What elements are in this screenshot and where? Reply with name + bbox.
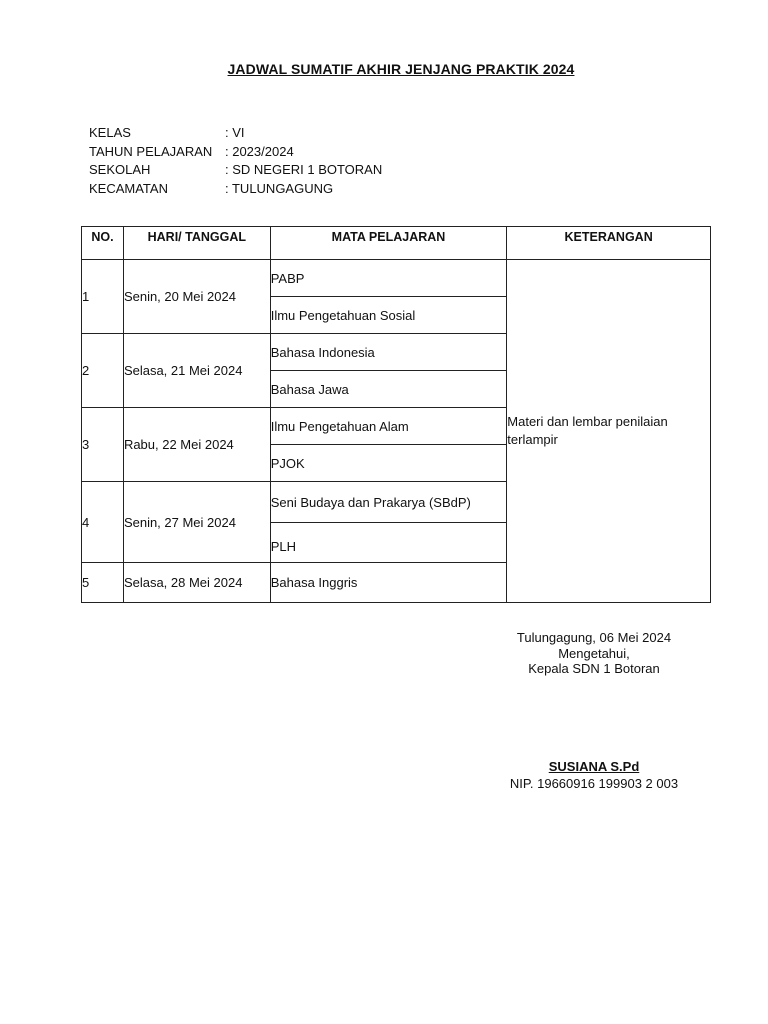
signer-name: SUSIANA S.Pd [548,759,640,774]
row-number: 4 [82,482,124,563]
info-label: KELAS [89,125,131,140]
info-label: KECAMATAN [89,180,168,196]
row-subject: PABP [270,260,507,297]
table-header-row [82,227,711,260]
row-number: 5 [82,563,124,603]
row-subject: PLH [270,523,507,563]
header-subject: MATA PELAJARAN [270,227,507,260]
signature-block [476,630,712,677]
info-value: : 2023/2024 [225,143,294,159]
schedule-table [81,226,711,603]
note-line: terlampir [507,432,558,447]
row-subject: Bahasa Inggris [270,563,507,603]
info-value: : VI [225,125,245,140]
note-line: Materi dan lembar penilaian [507,413,668,429]
row-subject: Bahasa Jawa [270,371,507,408]
header-no: NO. [82,227,124,260]
row-date: Rabu, 22 Mei 2024 [123,408,270,482]
header-note: KETERANGAN [507,227,711,260]
info-row-kelas [89,124,382,143]
acknowledged-label: Mengetahui, [558,645,630,661]
info-value: : SD NEGERI 1 BOTORAN [225,162,383,177]
info-row-kecamatan [89,180,382,199]
info-block [89,124,382,198]
row-number: 2 [82,334,124,408]
row-date: Selasa, 21 Mei 2024 [123,334,270,408]
signer-position: Kepala SDN 1 Botoran [528,661,660,676]
row-subject: Bahasa Indonesia [270,334,507,371]
row-number: 1 [82,260,124,334]
info-value: : TULUNGAGUNG [225,180,334,196]
row-subject: Seni Budaya dan Prakarya (SBdP) [270,482,507,523]
row-date: Senin, 27 Mei 2024 [123,482,270,563]
row-date: Selasa, 28 Mei 2024 [123,563,270,603]
info-label: TAHUN PELAJARAN [89,143,213,159]
place-date: Tulungagung, 06 Mei 2024 [516,630,672,645]
table-row [82,260,711,297]
row-subject: PJOK [270,445,507,482]
row-subject: Ilmu Pengetahuan Sosial [270,297,507,334]
info-label: SEKOLAH [89,162,151,177]
row-subject: Ilmu Pengetahuan Alam [270,408,507,445]
signer-block [476,759,712,792]
row-number: 3 [82,408,124,482]
row-date: Senin, 20 Mei 2024 [123,260,270,334]
document-title: JADWAL SUMATIF AKHIR JENJANG PRAKTIK 2024 [227,61,575,77]
signer-nip: NIP. 19660916 199903 2 003 [509,775,679,791]
info-row-sekolah [89,161,382,180]
header-date: HARI/ TANGGAL [123,227,270,260]
info-row-tahun-pelajaran [89,143,382,162]
note-cell [507,260,711,603]
